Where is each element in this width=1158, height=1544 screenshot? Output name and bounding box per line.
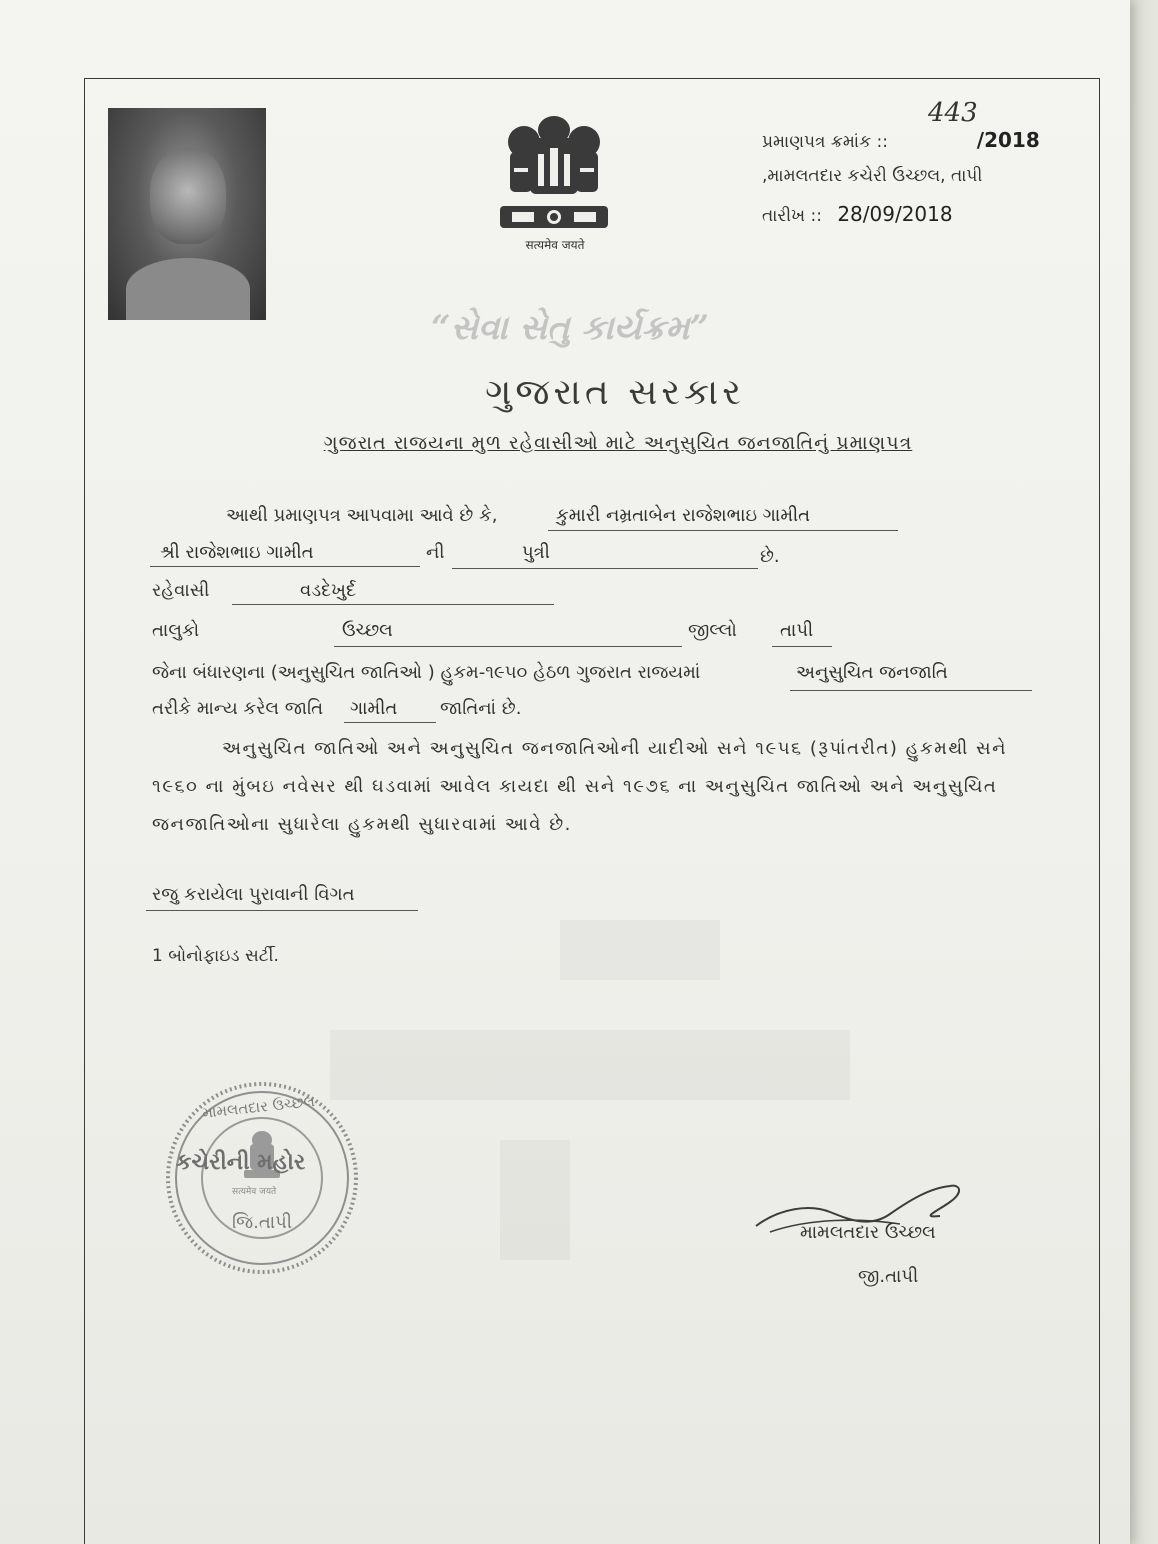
seal-top-text: મામલતદાર ઉચ્છલ bbox=[201, 1092, 316, 1122]
district-value: તાપી bbox=[780, 620, 814, 641]
intro-text: આથી પ્રમાણપત્ર આપવામા આવે છે કે, bbox=[226, 505, 498, 526]
paragraph-line-3: જનજાતિઓના સુધારેલા હુકમથી સુધારવામાં આવે છે. bbox=[152, 814, 572, 835]
paragraph-line-2: ૧૯૬૦ ના મુંબઇ નવેસર થી ઘડવામાં આવેલ કાયદા થી સને ૧૯૭૬ ના અનુસુચિત જાતિઓ અને અનુસુચિત bbox=[152, 776, 998, 797]
of-label: ની bbox=[426, 542, 445, 563]
order-text: જેના બંધારણના (અનુસુચિત જાતિઓ ) હુકમ-૧૯૫૦ હેઠળ ગુજરાત રાજયમાં bbox=[152, 662, 701, 683]
father-underline bbox=[150, 566, 420, 567]
cert-number-handwritten: 443 bbox=[928, 98, 978, 128]
issuing-office: ,મામલતદાર કચેરી ઉચ્છલ, તાપી bbox=[762, 166, 983, 186]
seal-center-text: કચેરીની મહોર bbox=[176, 1150, 306, 1175]
father-name: શ્રી રાજેશભાઇ ગામીત bbox=[160, 542, 314, 563]
caste-suffix: જાતિનાં છે. bbox=[440, 698, 522, 719]
cert-number-label: પ્રમાણપત્ર ક્રમાંક :: bbox=[762, 132, 888, 152]
district-underline bbox=[772, 646, 832, 647]
caste-value: ગામીત bbox=[350, 698, 398, 719]
signatory-district: જી.તાપી bbox=[858, 1266, 919, 1287]
residence-underline bbox=[232, 604, 554, 605]
signatory-title: મામલતદાર ઉચ્છલ bbox=[800, 1222, 936, 1243]
date-row bbox=[762, 202, 953, 226]
date-value: 28/09/2018 bbox=[837, 202, 953, 226]
category-underline bbox=[790, 690, 1032, 691]
seal-motto: सत्यमेव जयते bbox=[232, 1187, 277, 1197]
recognised-label: તરીકે માન્ય કરેલ જાતિ bbox=[152, 698, 324, 719]
seal-bottom-text: જિ.તાપી bbox=[232, 1212, 292, 1233]
paragraph-line-1: અનુસુચિત જાતિઓ અને અનુસુચિત જનજાતિઓની યાદીઓ સને ૧૯૫૬ (રૂપાંતરીત) હુકમથી સને bbox=[222, 738, 1007, 759]
photo-face bbox=[150, 148, 226, 244]
evidence-item: 1 બોનોફાઇડ સર્ટી. bbox=[152, 946, 279, 966]
taluka-label: તાલુકો bbox=[152, 620, 200, 641]
relation-underline bbox=[452, 568, 758, 569]
district-label: જીલ્લો bbox=[688, 620, 737, 641]
name-underline bbox=[548, 530, 898, 531]
date-label: તારીખ :: bbox=[762, 206, 822, 226]
evidence-heading: રજુ કરાયેલા પુરાવાની વિગત bbox=[152, 884, 355, 905]
residence-value: વડદેખુર્દ bbox=[300, 580, 357, 601]
show-through-mark bbox=[330, 1030, 850, 1100]
applicant-photo bbox=[108, 108, 266, 320]
caste-underline bbox=[344, 722, 436, 723]
taluka-underline bbox=[334, 646, 682, 647]
cert-number-year: /2018 bbox=[976, 128, 1040, 152]
is-label: છે. bbox=[760, 546, 780, 567]
residence-label: રહેવાસી bbox=[152, 580, 210, 601]
evidence-underline bbox=[146, 910, 418, 911]
program-title: “સેવા સેતુ કાર્યક્રમ” bbox=[430, 308, 710, 348]
emblem-motto: सत्यमेव जयते bbox=[525, 238, 585, 252]
show-through-mark bbox=[500, 1140, 570, 1260]
taluka-value: ઉચ્છલ bbox=[342, 620, 393, 641]
relation-value: પુત્રી bbox=[522, 542, 550, 563]
cert-number-row bbox=[762, 128, 1040, 152]
person-name: કુમારી નમ્રતાબેન રાજેશભાઇ ગામીત bbox=[556, 505, 811, 526]
certificate-title: ગુજરાત રાજયના મુળ રહેવાસીઓ માટે અનુસુચિત જનજાતિનું પ્રમાણપત્ર bbox=[323, 432, 913, 454]
government-title: ગુજરાત સરકાર bbox=[485, 372, 745, 413]
photo-shoulders bbox=[126, 258, 250, 320]
show-through-mark bbox=[560, 920, 720, 980]
category-value: અનુસુચિત જનજાતિ bbox=[796, 662, 948, 683]
national-emblem-icon bbox=[490, 108, 618, 236]
